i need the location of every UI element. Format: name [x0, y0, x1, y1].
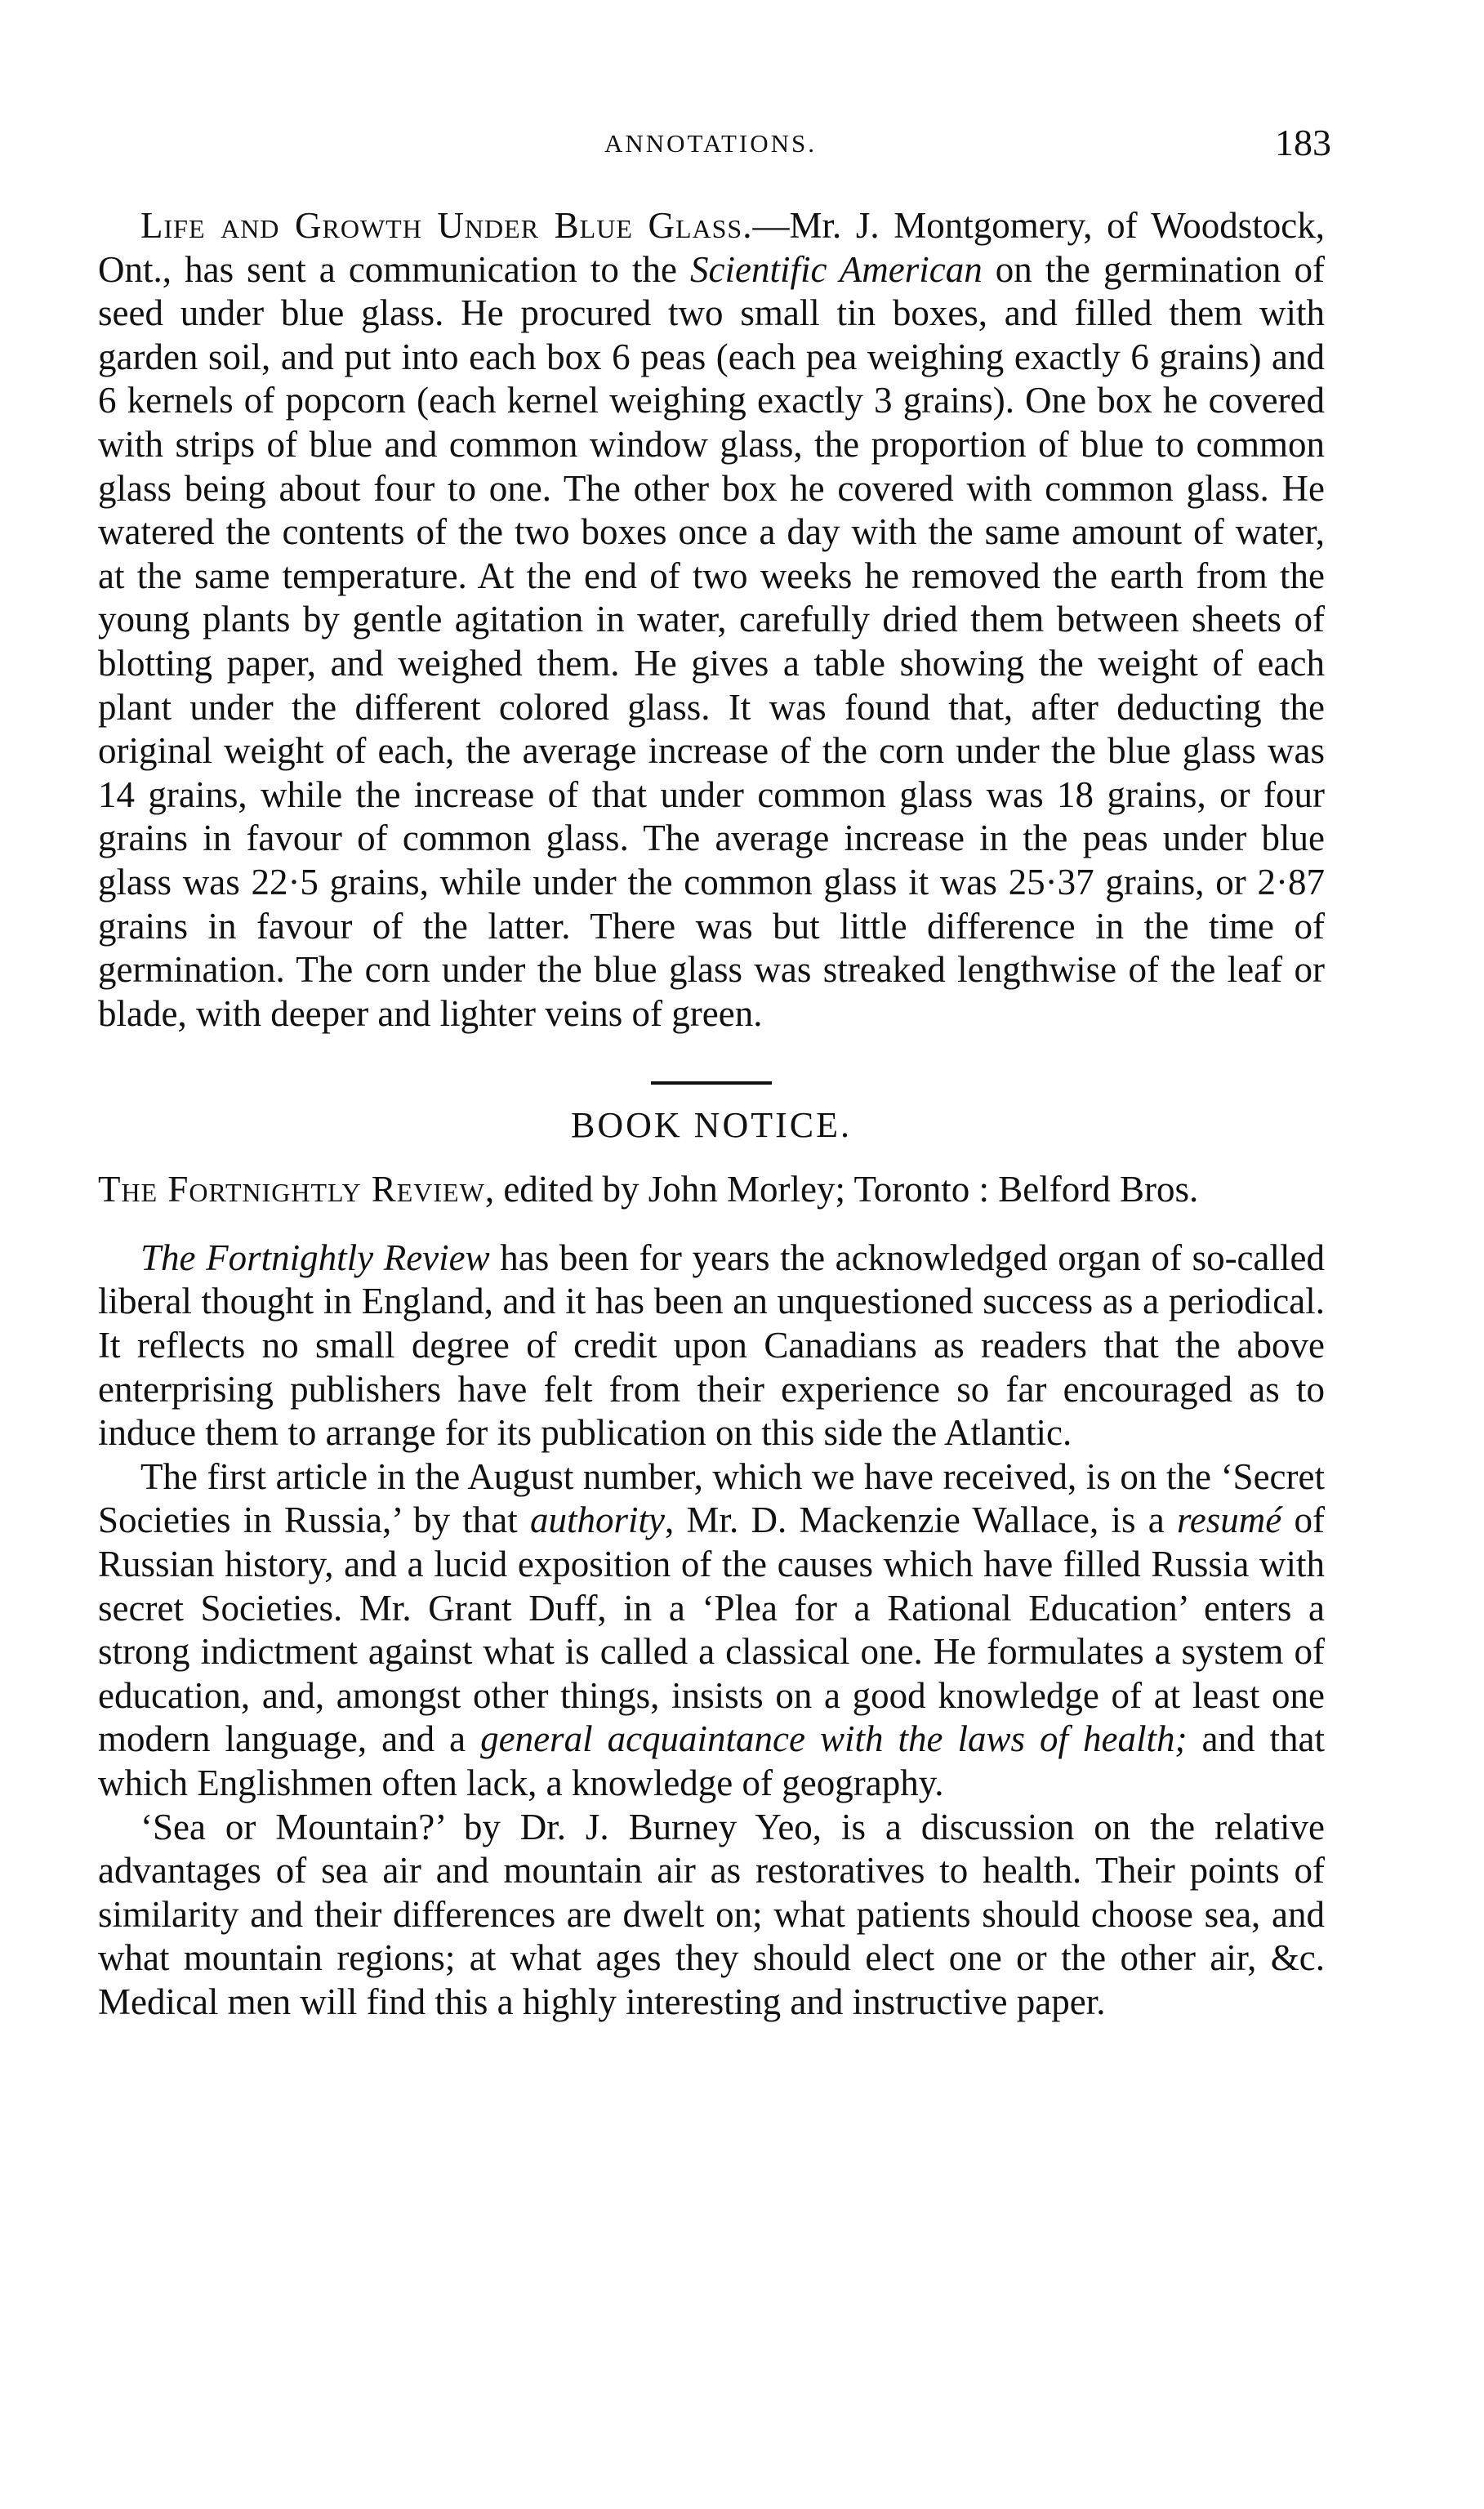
section-divider: [651, 1081, 772, 1085]
page-number: 183: [1275, 122, 1331, 163]
book-notice-p2-text-2: , Mr. D. Mackenzie Wallace, is a: [665, 1500, 1177, 1541]
book-notice-p2-italic-3: general acquaintance with the laws of health;: [480, 1718, 1188, 1760]
body-text: [98, 204, 1325, 2025]
book-notice-paragraph-2: [98, 1455, 1325, 1806]
book-notice-p2-italic-1: authority: [530, 1500, 666, 1541]
annotation-text-2: on the germination of seed under blue glass. He procured two small tin boxes, and filled them with garden soil, and put into each box 6 peas (each pea weighing exactly 6 grains) and 6 kernels of popcorn (each kernel weighing exactly 3 grains). One box he covered with strips of blue and common window glass, the proportion of blue to common glass being about four to one. The other box he covered with common glass. He watered the contents of the two boxes once a day with the same amount of water, at the same temperature. At the end of two weeks he removed the earth from the young plants by gentle agitation in water, carefully dried them between sheets of blotting paper, and weighed them. He gives a table showing the weight of each plant under the different colored glass. It was found that, after deducting the original weight of each, the average increase of the corn under the blue glass was 14 grains, while the increase of that under common glass was 18 grains, or four grains in favour of common glass. The average increase in the peas under blue glass was 22·5 grains, while under the common glass it was 25·37 grains, or 2·87 grains in favour of the latter. There was but little difference in the time of germination. The corn under the blue glass was streaked lengthwise of the leaf or blade, with deeper and lighter veins of green.: [98, 248, 1325, 1034]
book-notice-p1-text: has been for years the acknowledged organ of so-called liberal thought in England, and it has been an unquestioned success as a periodical. It reflects no small degree of credit upon Canadians as readers that the above enterprising publishers have felt from their experience so far encouraged as to induce them to arrange for its publication on this side the Atlantic.: [98, 1237, 1325, 1454]
book-notice-paragraph-3: [98, 1806, 1325, 2025]
book-notice-paragraph-1: [98, 1237, 1325, 1455]
book-notice-p3-text: ‘Sea or Mountain?’ by Dr. J. Burney Yeo, is a discussion on the relative advantages of sea air and mountain air as restoratives to health. Their points of similarity and their differences are dwelt on; what patients should choose sea, and what mountain regions; at what ages they should elect one or the other air, &c. Medical men will find this a highly interesting and instructive paper.: [98, 1806, 1325, 2022]
running-title: ANNOTATIONS.: [604, 129, 817, 158]
annotation-paragraph: [98, 204, 1325, 1036]
book-notice-title-lead: The Fortnightly Review: [98, 1169, 485, 1210]
review-title: The Fortnightly Review: [140, 1237, 490, 1278]
book-notice-p2-text-3: of Russian history, and a lucid exposition of the causes which have filled Russia with secret Societies. Mr. Grant Duff, in a ‘Plea for a Rational Education’ enters a strong indictment against what is called a classical one. He formulates a system of education, and, amongst other things, insists on a good knowledge of at least one modern language, and a: [98, 1500, 1325, 1760]
journal-title: Scientific American: [690, 248, 983, 290]
section-heading: BOOK NOTICE.: [571, 1105, 852, 1146]
running-head: [98, 121, 1331, 170]
book-notice-title: [98, 1168, 1325, 1212]
book-notice-title-rest: , edited by John Morley; Toronto : Belford Bros.: [484, 1169, 1199, 1210]
book-notice-p2-italic-2: resumé: [1176, 1500, 1282, 1541]
annotation-lead: Life and Growth Under Blue Glass.: [140, 205, 753, 246]
book-notice-p2-text-4: and that which Englishmen often lack, a knowledge of geography.: [98, 1718, 1325, 1803]
book-notice-p2-text-1: The first article in the August number, which we have received, is on the ‘Secret Societies in Russia,’ by that: [98, 1455, 1325, 1541]
annotation-text-1: —Mr. J. Montgomery, of Woodstock, Ont., has sent a communication to the: [98, 205, 1325, 290]
